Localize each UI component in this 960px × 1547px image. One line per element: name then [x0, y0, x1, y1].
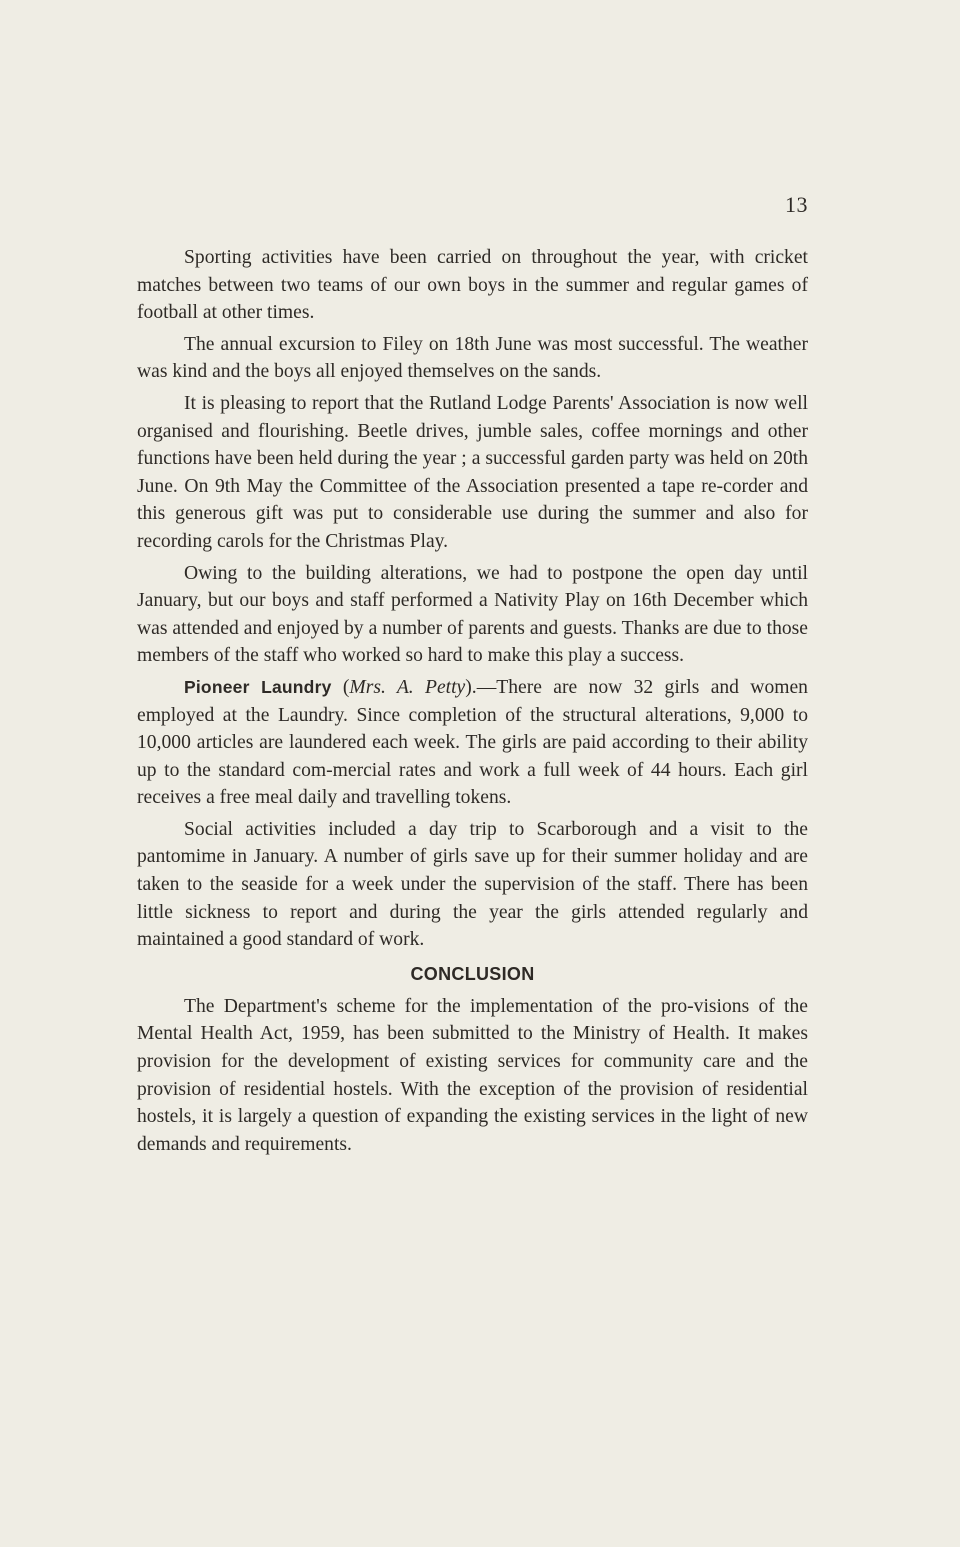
paragraph-parents-association: It is pleasing to report that the Rutland Lodge Parents' Association is now well organised and flourishing. Beetle drives, jumble sales, coffee mornings and other functions have been held during the year ; a successful garden party was held on 20th June. On 9th May the Committee of the Association presented a tape re-corder and this generous gift was put to considerable use during the summer and also for recording carols for the Christmas Play.	[137, 392, 808, 552]
close-paren: )	[465, 676, 472, 698]
paragraph-social-activities: Social activities included a day trip to Scarborough and a visit to the pantomime in January. A number of girls save up for their summer holiday and are taken to the seaside for a week under the supervision of the staff. There has been little sickness to report and during the year the girls attended regularly and maintained a good standard of work.	[137, 818, 808, 951]
body-text	[137, 244, 808, 1162]
paragraph-pioneer-laundry	[137, 674, 808, 812]
section-heading-conclusion: CONCLUSION	[410, 963, 535, 984]
open-paren: (	[331, 676, 350, 698]
paragraph-conclusion: The Department's scheme for the implementation of the pro-visions of the Mental Health Act, 1959, has been submitted to the Ministry of Health. It makes provision for the development of existing services for community care and the provision of residential hostels. With the exception of the provision of residential hostels, it is largely a question of expanding the existing services in the light of new demands and requirements.	[137, 995, 808, 1155]
paragraph-nativity-play: Owing to the building alterations, we had to postpone the open day until January, but our boys and staff performed a Nativity Play on 16th December which was attended and enjoyed by a number of parents and guests. Thanks are due to those members of the staff who worked so hard to make this play a success.	[137, 562, 808, 667]
paragraph-sporting: Sporting activities have been carried on throughout the year, with cricket matches between two teams of our own boys in the summer and regular games of football at other times.	[137, 247, 808, 324]
laundry-text: .—There are now 32 girls and women employed at the Laundry. Since completion of the structural alterations, 9,000 to 10,000 articles are laundered each week. The girls are paid according to their ability up to the standard com-mercial rates and work a full week of 44 hours. Each girl receives a free meal daily and travelling tokens.	[137, 676, 808, 809]
run-in-heading: Pioneer Laundry	[184, 676, 332, 697]
manager-name: Mrs. A. Petty	[349, 676, 466, 698]
paragraph-excursion: The annual excursion to Filey on 18th June was most successful. The weather was kind and the boys all enjoyed themselves on the sands.	[137, 333, 808, 383]
page-number: 13	[785, 192, 808, 217]
